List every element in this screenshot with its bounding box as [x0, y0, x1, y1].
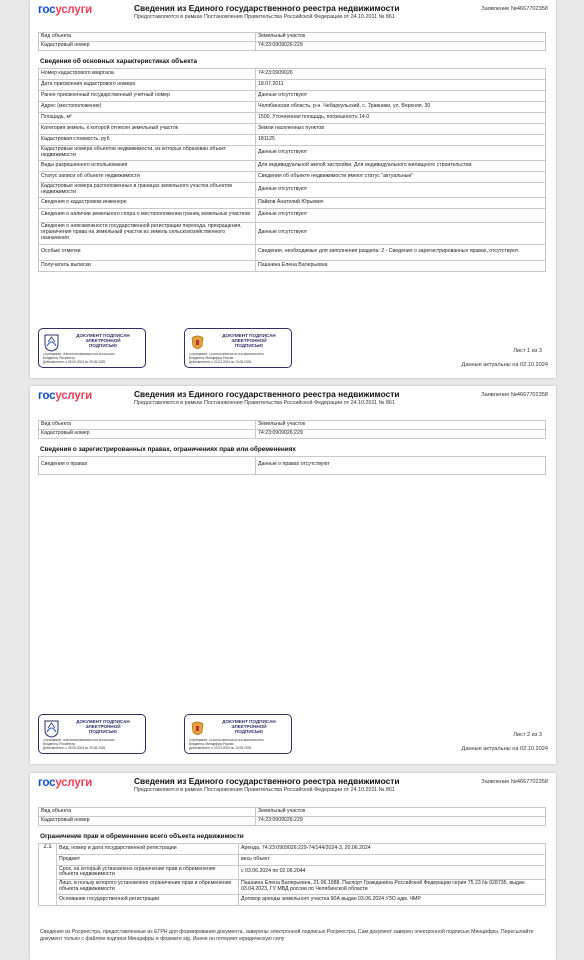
- table-row: Статус записи об объекте недвижимости Сведения об объекте недвижимости имеют статус "актуальные": [39, 171, 546, 182]
- document-page-3: [30, 773, 556, 960]
- page-header: [30, 386, 556, 412]
- table-row: Кадастровый номер 74:23:0909026:229: [39, 816, 546, 825]
- table-row: Срок, на который установлено ограничение прав и обременение объекта недвижимости с 03.06.2024 по 02.06.2044: [39, 865, 546, 880]
- table-row: Вид объекта Земельный участок: [39, 33, 546, 42]
- table-row: Дата присвоения кадастрового номера 18.07.2011: [39, 79, 546, 90]
- gosuslugi-logo: госуслуги: [38, 777, 93, 789]
- table-row: Сведения о невозможности государственной регистрации перехода, прекращения, ограничения права на земельный участок из земель сельскохозяйственного назначения Данные отсутствуют: [39, 222, 546, 244]
- table-row: Лицо, в пользу которого установлено ограничение прав и обременение объекта недвижимости Пашнина Елена Валерьевна, 21.06.1988, Паспорт Гражданина Российской Федерации серия 75 23 № 028735, выдан 03.04.2023, ГУ МВД россии по Челябинской области: [39, 880, 546, 895]
- encumbrance-table: [38, 843, 546, 906]
- table-row: Ранее присвоенный государственный учетный номер Данные отсутствуют: [39, 90, 546, 101]
- signature-stamp-rosreestr: ДОКУМЕНТ ПОДПИСАН ЭЛЕКТРОННОЙ ПОДПИСЬЮ Сертификат: 00b0590b69fa88bd3492f1e25444cfc Владелец: Росреестр Действителен: с 05.06.2024 по 29.08.2025: [38, 714, 146, 754]
- table-row: Кадастровые номера расположенных в границах земельного участка объектов недвижимости Данные отсутствуют: [39, 182, 546, 197]
- section-title: Сведения о зарегистрированных правах, ограничениях прав или обременениях: [40, 445, 296, 453]
- table-row: Вид объекта Земельный участок: [39, 421, 546, 430]
- table-row: Номер кадастрового квартала 74:23:0909026: [39, 68, 546, 79]
- request-number: Заявление №4667702358: [481, 392, 548, 398]
- data-actual-date: Данные актуальны на 02.10.2024: [461, 746, 548, 752]
- signature-footer-note: Сведения из Росреестра, предоставленные из ЕГРН для формирования документа, заверены электронной подписью Росреестра. Сам документ заверен электронной подписью Минцифры. Пересылайте документ только с файлом подписи Минцифры в формате sig. Иначе он потеряет юридическую силу: [40, 929, 534, 942]
- table-row: Сведения о наличии земельного спора о местоположении границ земельных участков Данные отсутствуют: [39, 208, 546, 222]
- table-row: Получатель выписки Пашнина Елена Валерьевна: [39, 260, 546, 271]
- table-row: Сведения о кадастровом инженере Пайков Анатолий Юрьевич: [39, 197, 546, 208]
- signature-stamp-mincifry: ДОКУМЕНТ ПОДПИСАН ЭЛЕКТРОННОЙ ПОДПИСЬЮ Сертификат: 1d1893c3ee4cca1b7d51a6e85594f951 Владелец: Минцифры России Действителен: с 20.03.2024 по 13.06.2025: [184, 714, 292, 754]
- page-subtitle: Предоставляются в рамках Постановления Правительства Российской Федерации от 24.10.2011 № 861: [134, 400, 395, 406]
- object-table: [38, 32, 546, 51]
- document-page-2: [30, 386, 556, 764]
- document-page-1: [30, 0, 556, 378]
- request-number: Заявление №4667702358: [481, 6, 548, 12]
- rosreestr-emblem-icon: [44, 720, 59, 738]
- page-title: Сведения из Единого государственного реестра недвижимости: [134, 776, 400, 786]
- table-row: Сведения о правах Данные о правах отсутствуют: [39, 456, 546, 474]
- page-title: Сведения из Единого государственного реестра недвижимости: [134, 3, 400, 13]
- object-table: [38, 807, 546, 826]
- table-row: 2.1 Вид, номер и дата государственной регистрации Аренда, 74:23:0909026:229-74/144/2024-3, 20.06.2024: [39, 843, 546, 854]
- data-actual-date: Данные актуальны на 02.10.2024: [461, 362, 548, 368]
- record-number: 2.1: [39, 843, 57, 905]
- rights-table: [38, 456, 546, 475]
- gosuslugi-logo: госуслуги: [38, 4, 93, 16]
- page-header: [30, 0, 556, 26]
- coat-of-arms-icon: [190, 720, 205, 738]
- table-row: Предмет весь объект: [39, 854, 546, 865]
- page-title: Сведения из Единого государственного реестра недвижимости: [134, 389, 400, 399]
- table-row: Кадастровые номера объектов недвижимости, из которых образован объект недвижимости Данные отсутствуют: [39, 145, 546, 160]
- object-table: [38, 420, 546, 439]
- table-row: Категория земель, к которой отнесен земельный участок Земли населенных пунктов: [39, 123, 546, 134]
- table-row: Виды разрешенного использования Для индивидуальной жилой застройки, Для индивидуального жилищного строительства: [39, 160, 546, 171]
- gosuslugi-logo: госуслуги: [38, 390, 93, 402]
- section-title: Ограничение прав и обременение всего объекта недвижимости: [40, 832, 244, 840]
- table-row: Кадастровая стоимость, руб 181125: [39, 134, 546, 145]
- signature-stamp-rosreestr: ДОКУМЕНТ ПОДПИСАН ЭЛЕКТРОННОЙ ПОДПИСЬЮ Сертификат: 00b0590b69fa88bd3492f1e25444cfc Владелец: Росреестр Действителен: с 05.06.2024 по 29.08.2025: [38, 328, 146, 368]
- table-row: Адрес (местоположение) Челябинская область, р-н. Чебаркульский, с. Травники, ул. Верхняя, 30: [39, 101, 546, 112]
- request-number: Заявление №4667702358: [481, 779, 548, 785]
- table-row: Площадь, м² 1500, Уточненная площадь, погрешность 14.0: [39, 112, 546, 123]
- table-row: Особые отметки Сведения, необходимые для заполнения раздела: 2 - Сведения о зарегистрированных правах, отсутствуют.: [39, 244, 546, 260]
- signature-stamp-mincifry: ДОКУМЕНТ ПОДПИСАН ЭЛЕКТРОННОЙ ПОДПИСЬЮ Сертификат: 1d1893c3ee4cca1b7d51a6e85594f951 Владелец: Минцифры России Действителен: с 20.03.2024 по 13.06.2025: [184, 328, 292, 368]
- table-row: Кадастровый номер 74:23:0909026:229: [39, 429, 546, 438]
- sheet-number: Лист 2 из 3: [513, 732, 542, 738]
- page-subtitle: Предоставляются в рамках Постановления Правительства Российской Федерации от 24.10.2011 № 861: [134, 14, 395, 20]
- coat-of-arms-icon: [190, 334, 205, 352]
- rosreestr-emblem-icon: [44, 334, 59, 352]
- section-title: Сведения об основных характеристиках объекта: [40, 57, 198, 65]
- table-row: Вид объекта Земельный участок: [39, 808, 546, 817]
- page-header: [30, 773, 556, 799]
- page-subtitle: Предоставляются в рамках Постановления Правительства Российской Федерации от 24.10.2011 № 861: [134, 787, 395, 793]
- table-row: Кадастровый номер 74:23:0909026:229: [39, 41, 546, 50]
- characteristics-table: [38, 68, 546, 272]
- sheet-number: Лист 1 из 3: [513, 348, 542, 354]
- table-row: Основание государственной регистрации Договор аренды земельного участка 90А выдан 03.06.2024 УЗО адм. ЧМР: [39, 894, 546, 905]
